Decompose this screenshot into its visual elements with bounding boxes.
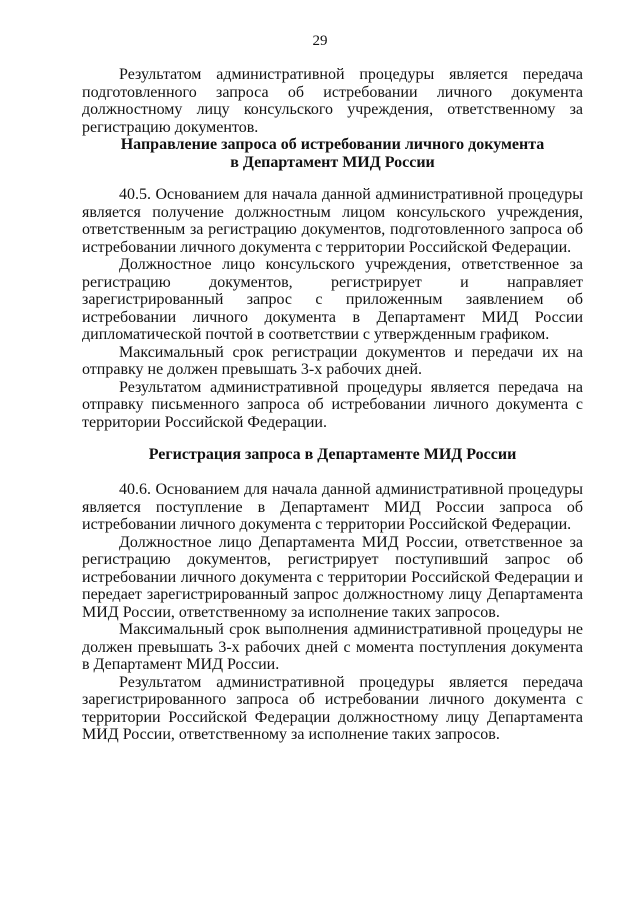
section2-heading: Регистрация запроса в Департаменте МИД России [148, 446, 517, 463]
paragraph: Должностное лицо консульского учреждения, ответственное за регистрацию документов, регистрирует и направляет зарегистрированный запрос с приложенным заявлением об истребовании личного документа в Департамент МИД России дипломатической почтой в соответствии с утвержденным графиком. [82, 256, 583, 343]
paragraph: Максимальный срок выполнения административной процедуры не должен превышать 3-х рабочих дней с момента поступления документа в Департамент МИД России. [82, 621, 583, 673]
section1-heading [82, 136, 583, 171]
paragraph: Результатом административной процедуры является передача на отправку письменного запроса об истребовании личного документа с территории Российской Федерации. [82, 378, 583, 431]
paragraph: Результатом административной процедуры является передача зарегистрированного запроса об истребовании личного документа с территории Российской Федерации должностному лицу Департамента МИД России, ответственному за исполнение таких запросов. [82, 673, 583, 743]
paragraph: Максимальный срок регистрации документов и передачи их на отправку не должен превышать 3-х рабочих дней. [82, 343, 583, 378]
paragraph: Должностное лицо Департамента МИД России, ответственное за регистрацию документов, регистрирует поступивший запрос об истребовании личного документа с территории Российской Федерации и передает зарегистрированный запрос должностному лицу Департамента МИД России, ответственному за исполнение таких запросов. [82, 533, 583, 621]
intro-block [82, 66, 583, 136]
section1-body [82, 186, 583, 431]
page-number: 29 [312, 33, 328, 49]
intro-paragraph: Результатом административной процедуры является передача подготовленного запроса об истребовании личного документа должностному лицу консульского учреждения, ответственному за регистрацию документов. [82, 66, 583, 136]
section2-body [82, 481, 583, 744]
paragraph-40-6: 40.6. Основанием для начала данной административной процедуры является поступление в Департамент МИД России запроса об истребовании личного документа с территории Российской Федерации. [82, 481, 583, 533]
section1-heading-line1: Направление запроса об истребовании личного документа [120, 136, 545, 153]
section1-heading-line2: в Департамент МИД России [230, 153, 435, 171]
paragraph-40-5: 40.5. Основанием для начала данной административной процедуры является получение должностным лицом консульского учреждения, ответственным за регистрацию документов, подготовленного запроса об истребовании личного документа с территории Российской Федерации. [82, 186, 583, 256]
